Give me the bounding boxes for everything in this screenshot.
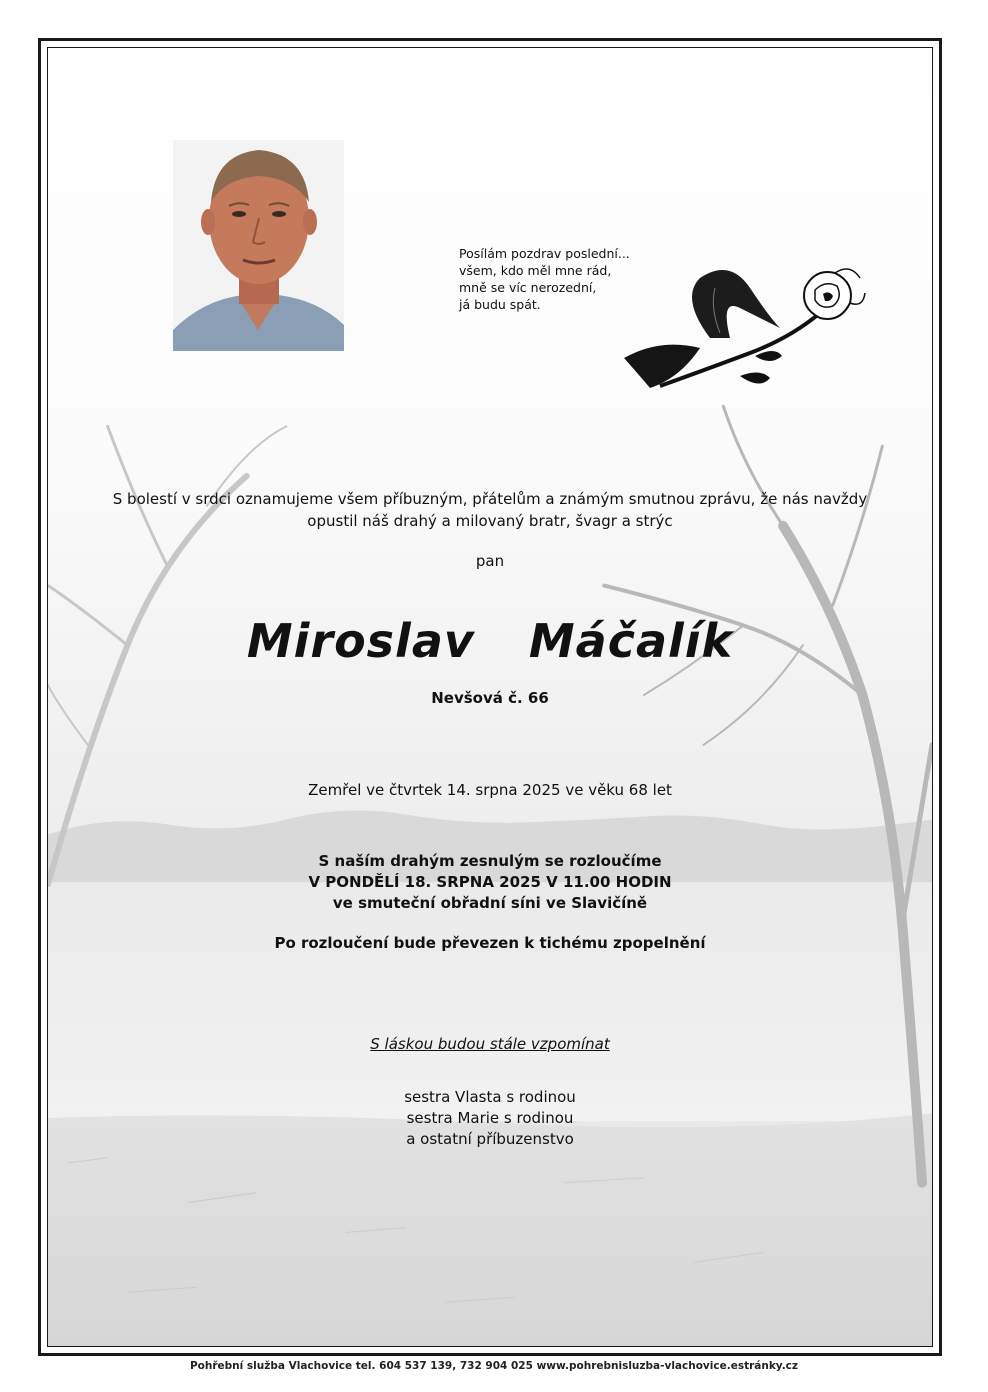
farewell-info xyxy=(48,851,932,914)
farewell-line: S naším drahým zesnulým se rozloučíme xyxy=(318,852,662,870)
rose-icon xyxy=(620,258,868,398)
portrait-photo xyxy=(173,140,344,351)
announcement-line: opustil náš drahý a milovaný bratr, švagr a strýc xyxy=(307,512,673,530)
notice-inner-border xyxy=(47,47,933,1347)
title-word: pan xyxy=(475,552,505,570)
remember-heading: S láskou budou stále vzpomínat xyxy=(370,1035,610,1053)
mourner-item: a ostatní příbuzenstvo xyxy=(406,1130,574,1148)
poem-line: Posílám pozdrav poslední... xyxy=(459,246,630,261)
farewell-date: V PONDĚLÍ 18. SRPNA 2025 V 11.00 HODIN xyxy=(308,873,672,891)
footer-contact: Pohřební služba Vlachovice tel. 604 537 139, 732 904 025 www.pohrebnisluzba-vlachovice.estránky.cz xyxy=(189,1360,799,1372)
announcement xyxy=(48,488,932,532)
deceased-name: Miroslav Máčalík xyxy=(246,614,734,668)
announcement-line: S bolestí v srdci oznamujeme všem příbuzným, přátelům a známým smutnou zprávu, že nás navždy xyxy=(112,490,868,508)
deceased-address: Nevšová č. 66 xyxy=(431,689,549,707)
poem xyxy=(459,245,630,313)
transfer-note: Po rozloučení bude převezen k tichému zpopelnění xyxy=(274,934,706,952)
mourners-list xyxy=(48,1087,932,1150)
poem-line: já budu spát. xyxy=(459,297,541,312)
farewell-place: ve smuteční obřadní síni ve Slavičíně xyxy=(332,894,648,912)
mourner-item: sestra Vlasta s rodinou xyxy=(404,1088,576,1106)
poem-line: všem, kdo měl mne rád, xyxy=(459,263,612,278)
mourner-item: sestra Marie s rodinou xyxy=(406,1109,574,1127)
poem-line: mně se víc nerozední, xyxy=(459,280,597,295)
death-info: Zemřel ve čtvrtek 14. srpna 2025 ve věku 68 let xyxy=(308,781,672,799)
notice-border xyxy=(38,38,942,1356)
